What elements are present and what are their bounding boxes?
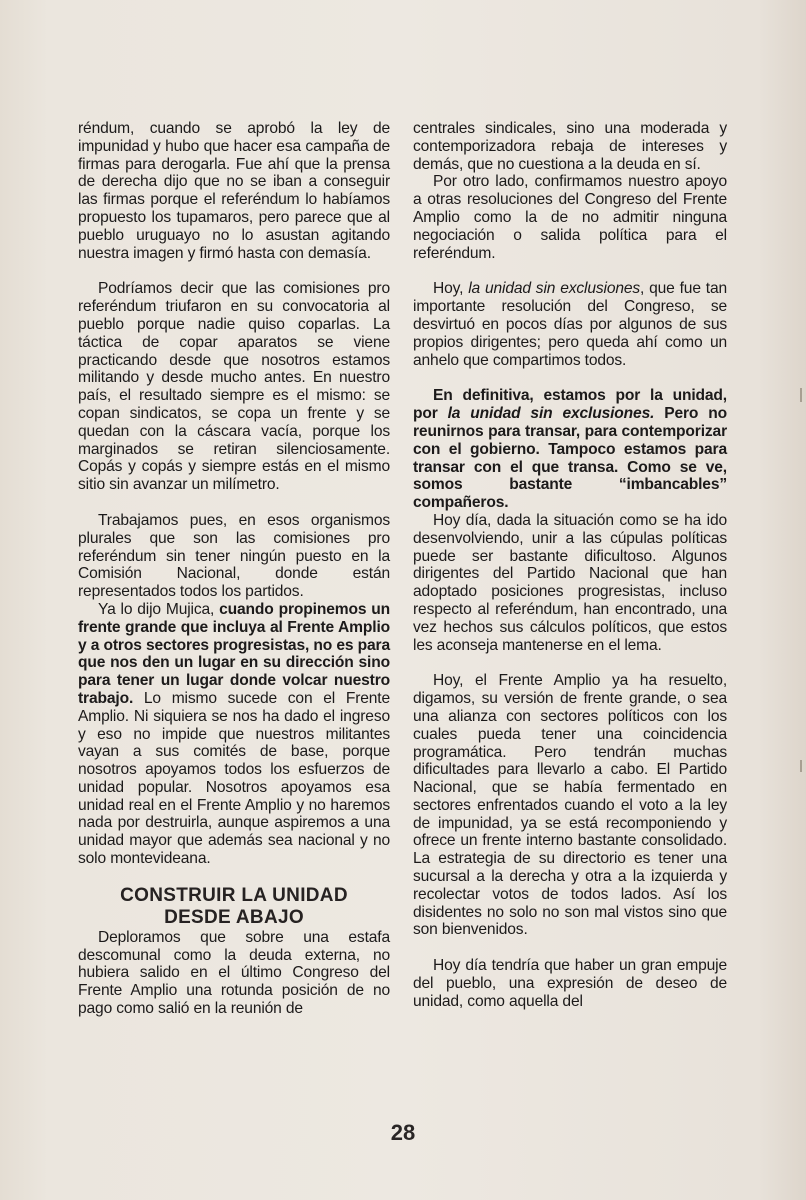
paragraph-text: Lo mismo sucede con el Frente Amplio. Ni siquiera se nos ha dado el ingreso y eso no impide que nuestros militantes vayan a sus comités de base, porque nosotros apoyamos todos los esfuerzos de unidad popular. Nosotros apoyamos esa unidad real en el Frente Amplio y no haremos nada por destruirla, aunque aspiremos a una unidad mayor que además sea nacional y no solo montevideana. — [78, 689, 390, 868]
paragraph — [413, 387, 727, 512]
page-edge-mark — [800, 760, 802, 772]
section-heading — [78, 885, 390, 929]
paragraph-text: Ya lo dijo Mujica, — [98, 600, 220, 618]
emphasis-text: Pero no reunirnos para transar, para contemporizar con el gobierno. Tampoco estamos para transar con el que transa. Como se ve, somos bastante “imbancables” compañeros. — [413, 405, 727, 512]
paragraph: Podríamos decir que las comisiones pro referéndum triufaron en su convocatoria al pueblo porque nadie quiso coparlas. La táctica de copar aparatos se viene practicando desde que nosotros estamos militando y desde mucho antes. En nuestro país, el resultado siempre es el mismo: se copan sindicatos, se copa un frente y se quedan con la cáscara vacía, porque los marginados se retiran silenciosamente. Copás y copás y siempre estás en el mismo sitio sin avanzar un milímetro. — [78, 280, 390, 494]
paragraph: Hoy, el Frente Amplio ya ha resuelto, digamos, su versión de frente grande, o sea una alianza con sectores políticos con los cuales pueda tener una coincidencia programática. Pero tendrán muchas dificultades para llevarlo a cabo. El Partido Nacional, que se había fermentado en sectores enfrentados cuando el voto a la ley de impunidad, ya se está recomponiendo y ofrece un frente interno bastante consolidado. La estrategia de su directorio es tener una sucursal a la derecha y otra a la izquierda y recolectar votos de todos lados. Así los disidentes no solo no son mal vistos sino que son bienvenidos. — [413, 672, 727, 939]
paragraph — [78, 601, 390, 868]
page-edge-mark — [800, 388, 802, 402]
emphasis-italic-text: la unidad sin exclusiones. — [447, 405, 655, 423]
page-number: 28 — [390, 1120, 416, 1145]
paragraph: centrales sindicales, sino una moderada y contemporizadora rebaja de intereses y demás, que no cuestiona a la deuda en sí. — [413, 120, 727, 173]
paragraph: Deploramos que sobre una estafa descomunal como la deuda externa, no hubiera salido en el último Congreso del Frente Amplio una rotunda posición de no pago como salió en la reunión de — [78, 928, 390, 1018]
paragraph-text: , que fue tan importante resolución del Congreso, se desvirtuó en pocos días por algunos de sus propios dirigentes; pero queda ahí como un anhelo que compartimos todos. — [413, 280, 727, 369]
paragraph-text: Hoy, — [433, 280, 469, 298]
emphasis-text: cuando propinemos un frente grande que incluya al Frente Amplio y a otros sectores progresistas, no es para que nos den un lugar en su dirección sino para tener un lugar donde volcar nuestro trabajo. — [78, 600, 391, 707]
left-column — [78, 120, 390, 1018]
paragraph: réndum, cuando se aprobó la ley de impunidad y hubo que hacer esa campaña de firmas para derogarla. Fue ahí que la prensa de derecha dijo que no se iban a conseguir las firmas porque el referéndum lo habíamos propuesto los tupamaros, pero parece que al pueblo uruguayo no lo asustan agitando nuestra imagen y firmó hasta con demasía. — [78, 120, 390, 262]
italic-text: la unidad sin exclusiones — [468, 280, 641, 298]
right-column — [413, 120, 727, 1011]
paragraph: Hoy día, dada la situación como se ha ido desenvolviendo, unir a las cúpulas políticas puede ser bastante dificultoso. Algunos dirigentes del Partido Nacional que han adoptado posiciones progresistas, incluso respecto al referéndum, han encontrado, una vez hechos sus cálculos políticos, que estos les aconseja mantenerse en el lema. — [413, 511, 727, 654]
paragraph: Por otro lado, confirmamos nuestro apoyo a otras resoluciones del Congreso del Frente Amplio como la de no admitir ninguna negociación o salida política para el referéndum. — [413, 173, 727, 262]
paragraph — [413, 280, 727, 369]
section-heading-line: DESDE ABAJO — [164, 906, 304, 928]
section-heading-line: CONSTRUIR LA UNIDAD — [120, 884, 348, 906]
paragraph: Hoy día tendría que haber un gran empuje del pueblo, una expresión de deseo de unidad, como aquella del — [413, 957, 727, 1010]
emphasis-text: En definitiva, estamos por la unidad, por — [413, 387, 727, 423]
paragraph: Trabajamos pues, en esos organismos plurales que son las comisiones pro referéndum sin tener ningún puesto en la Comisión Nacional, donde están representados todos los partidos. — [78, 511, 390, 601]
